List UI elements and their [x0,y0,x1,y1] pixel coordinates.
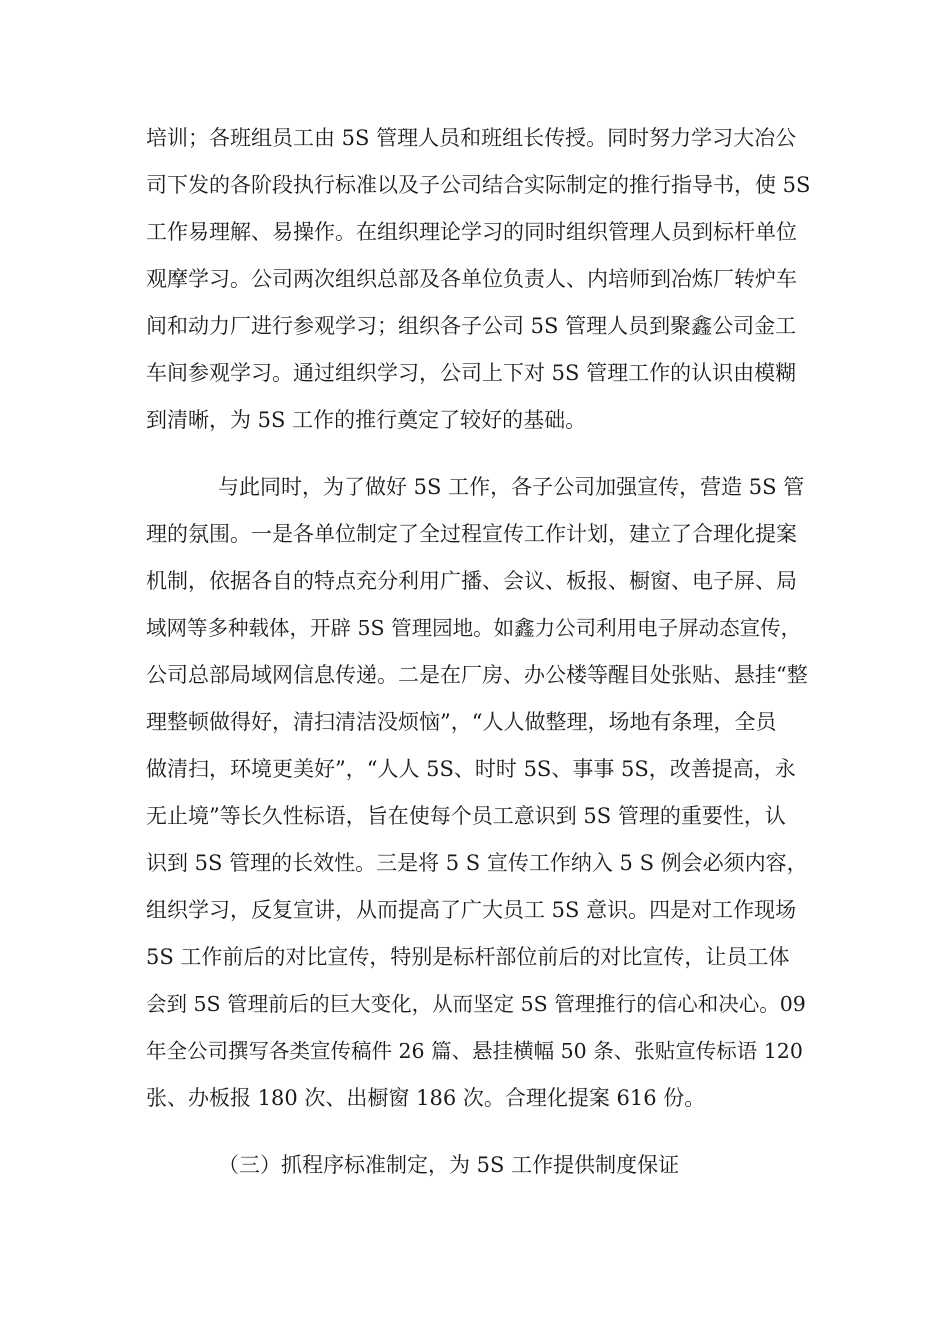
paragraph-line: 观摩学习。公司两次组织总部及各单位负责人、内培师到冶炼厂转炉车 [146,267,797,291]
paragraph-line: 域网等多种载体，开辟 5S 管理园地。如鑫力公司利用电子屏动态宣传， [146,616,802,640]
paragraph-line: 理的氛围。一是各单位制定了全过程宣传工作计划，建立了合理化提案 [146,522,797,546]
paragraph-line: 年全公司撰写各类宣传稿件 26 篇、悬挂横幅 50 条、张贴宣传标语 120 [146,1039,803,1063]
paragraph-line: 机制，依据各自的特点充分利用广播、会议、板报、橱窗、电子屏、局 [146,569,797,593]
paragraph-line: 与此同时，为了做好 5S 工作，各子公司加强宣传，营造 5S 管 [218,475,805,499]
paragraph-line: 工作易理解、易操作。在组织理论学习的同时组织管理人员到标杆单位 [146,220,797,244]
paragraph-line: 无止境”等长久性标语，旨在使每个员工意识到 5S 管理的重要性，认 [146,804,786,828]
paragraph-line: 司下发的各阶段执行标准以及子公司结合实际制定的推行指导书，使 5S [146,173,811,197]
paragraph-line: 到清晰，为 5S 工作的推行奠定了较好的基础。 [146,408,587,432]
paragraph-line: 做清扫，环境更美好”，“人人 5S、时时 5S、事事 5S，改善提高，永 [146,757,796,781]
section-heading: （三）抓程序标准制定，为 5S 工作提供制度保证 [218,1153,680,1177]
paragraph-line: 车间参观学习。通过组织学习，公司上下对 5S 管理工作的认识由模糊 [146,361,797,385]
paragraph-line: 培训；各班组员工由 5S 管理人员和班组长传授。同时努力学习大冶公 [146,126,797,150]
paragraph-line: 间和动力厂进行参观学习；组织各子公司 5S 管理人员到聚鑫公司金工 [146,314,797,338]
paragraph-line: 5S 工作前后的对比宣传，特别是标杆部位前后的对比宣传，让员工体 [146,945,790,969]
paragraph-line: 组织学习，反复宣讲，从而提高了广大员工 5S 意识。四是对工作现场 [146,898,797,922]
paragraph-line: 识到 5S 管理的长效性。三是将 5 S 宣传工作纳入 5 S 例会必须内容， [146,851,808,875]
paragraph-line: 理整顿做得好，清扫清洁没烦恼”，“人人做整理，场地有条理，全员 [146,710,777,734]
paragraph-line: 张、办板报 180 次、出橱窗 186 次。合理化提案 616 份。 [146,1086,706,1110]
paragraph-line: 会到 5S 管理前后的巨大变化，从而坚定 5S 管理推行的信心和决心。09 [146,992,806,1016]
paragraph-line: 公司总部局域网信息传递。二是在厂房、办公楼等醒目处张贴、悬挂“整 [146,663,808,687]
